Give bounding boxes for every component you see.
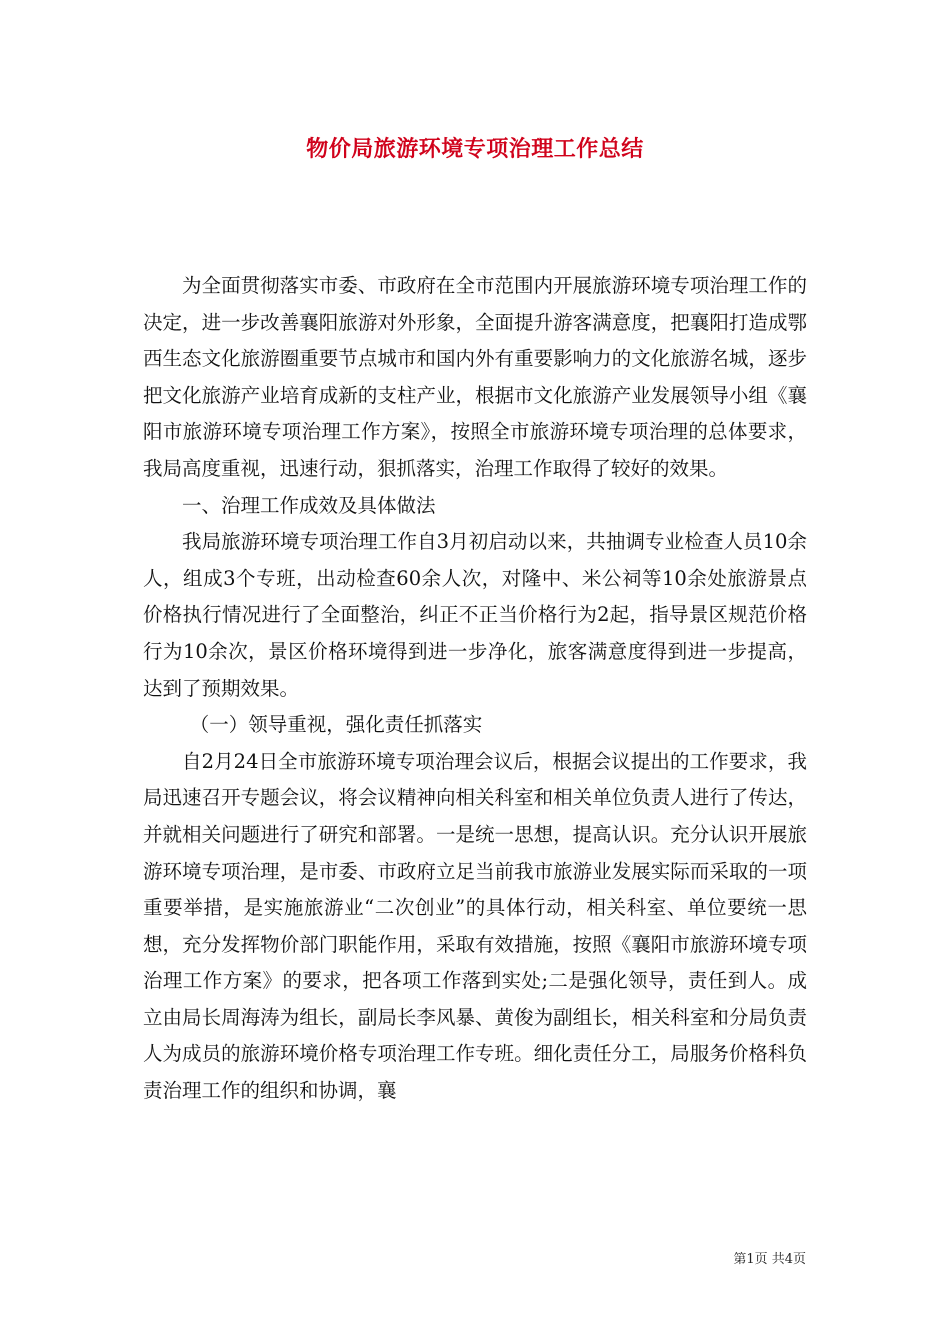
paragraph-leadership: 自2月24日全市旅游环境专项治理会议后，根据会议提出的工作要求，我局迅速召开专题会议，将会议精神向相关科室和相关单位负责人进行了传达，并就相关问题进行了研究和部署。一是统一思想，提高认识。充分认识开展旅游环境专项治理，是市委、市政府立足当前我市旅游业发展实际而采取的一项重要举措，是实施旅游业“二次创业”的具体行动，相关科室、单位要统一思想，充分发挥物价部门职能作用，采取有效措施，按照《襄阳市旅游环境专项治理工作方案》的要求，把各项工作落到实处;二是强化领导，责任到人。成立由局长周海涛为组长，副局长李风暴、黄俊为副组长，相关科室和分局负责人为成员的旅游环境价格专项治理工作专班。细化责任分工，局服务价格科负责治理工作的组织和协调，襄 <box>143 749 807 1103</box>
page-number: 第1页 共4页 <box>733 1252 806 1267</box>
paragraph-results: 我局旅游环境专项治理工作自3月初启动以来，共抽调专业检查人员10余人，组成3个专班，出动检查60余人次，对隆中、米公祠等10余处旅游景点价格执行情况进行了全面整治，纠正不正当价格行为2起，指导景区规范价格行为10余次，景区价格环境得到进一步净化，旅客满意度得到进一步提高，达到了预期效果。 <box>143 530 807 700</box>
section-heading-1: 一、治理工作成效及具体做法 <box>182 493 436 517</box>
document-body <box>143 268 807 1110</box>
document-title: 物价局旅游环境专项治理工作总结 <box>306 136 644 162</box>
subsection-heading-1: （一）领导重视，强化责任抓落实 <box>189 713 483 737</box>
paragraph-intro: 为全面贯彻落实市委、市政府在全市范围内开展旅游环境专项治理工作的决定，进一步改善襄阳旅游对外形象，全面提升游客满意度，把襄阳打造成鄂西生态文化旅游圈重要节点城市和国内外有重要影响力的文化旅游名城，逐步把文化旅游产业培育成新的支柱产业，根据市文化旅游产业发展领导小组《襄阳市旅游环境专项治理工作方案》，按照全市旅游环境专项治理的总体要求，我局高度重视，迅速行动，狠抓落实，治理工作取得了较好的效果。 <box>143 274 807 480</box>
